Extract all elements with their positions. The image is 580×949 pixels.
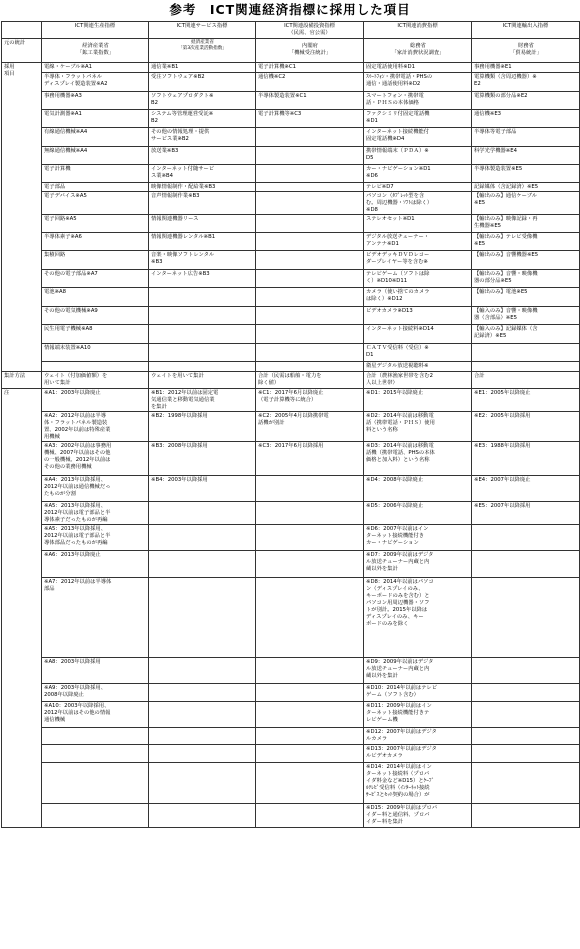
note-cell [149,551,256,578]
item-cell [149,325,256,344]
item-cell: 衛星デジタル放送視聴料※ [364,362,472,372]
note-cell [256,728,364,745]
header-cell: ICT関連サービス指標 [149,22,256,39]
item-cell: 電線・ケーブル※A1 [42,63,149,73]
note-cell: ※D11：2009年以前はイン ターネット接続機能付きテ レビゲーム機 [364,702,472,728]
agency-label: 総務省 [410,43,426,49]
survey-label: 「第3次産業活動指数」 [178,46,227,51]
item-cell: 電池※A8 [42,288,149,307]
note-cell: ※D8：2014年以前はパソコ ン（ディスプレイのみ、 キーボードのみを含む）と パソコン用周辺機器・ソフ トが別計。2015年以降は ディスプレイのみ、キー ボードのみを除く [364,578,472,658]
note-cell [42,763,149,804]
source-cell [472,39,580,63]
agency-label: 経済産業省 [82,43,109,49]
survey-label: 「家計消費状況調査」 [391,50,445,56]
note-cell: ※A4：2013年以降採用、 2012年以前は通信機械だっ たものが分割 [42,476,149,502]
note-cell [149,658,256,684]
item-cell [256,325,364,344]
note-row [2,412,580,442]
note-cell: ※A8：2003年以降採用 [42,658,149,684]
note-cell [149,578,256,658]
item-cell [256,233,364,251]
item-cell: 通信機※E3 [472,110,580,128]
item-cell: 音声情報制作業※B3 [149,192,256,215]
item-cell: 電気計測器※A1 [42,110,149,128]
item-cell: 【輸出のみ】電池※E5 [472,288,580,307]
item-cell [256,270,364,288]
item-cell: 【輸入のみ】音響・映像機 器（含部品）※E5 [472,307,580,325]
note-cell [256,763,364,804]
note-cell [472,763,580,804]
note-cell [472,525,580,551]
item-row [2,128,580,147]
item-cell: 民生用電子機械※A8 [42,325,149,344]
item-row [2,165,580,183]
item-cell: 【輸出のみ】テレビ受像機 ※E5 [472,233,580,251]
item-row [2,147,580,165]
item-cell: 半導体製造装置※C1 [256,92,364,110]
item-cell: 【輸出のみ】音響機器※E5 [472,251,580,270]
item-cell: インターネット広告※B3 [149,270,256,288]
item-cell: 【輸出のみ】音響・映像機 器の部分品※E5 [472,270,580,288]
corner-cell [2,22,42,39]
note-cell: ※E5：2007年以降採用 [472,502,580,525]
method-cell: 合計（農林漁家世帯を含む2 人以上世帯） [364,372,472,389]
item-cell [472,362,580,372]
note-cell [256,551,364,578]
note-cell [472,551,580,578]
item-cell [149,344,256,362]
note-cell: ※D3：2014年以前は移動電 話機（携帯電話、PHSの本体 価格と加入料）という名称 [364,442,472,476]
note-cell: ※A1：2003年以降廃止 [42,389,149,412]
item-row [2,110,580,128]
item-cell: 情報関連機器リース [149,215,256,233]
note-cell: ※A6：2013年以降廃止 [42,551,149,578]
note-cell [256,578,364,658]
item-cell: 【輸出のみ】通信ケーブル ※E5 [472,192,580,215]
note-cell: ※B3：2008年以降採用 [149,442,256,476]
item-cell: 電算機類の部分品※E2 [472,92,580,110]
item-cell: ビデオデッキＤＶＤレコー ダープレイヤー等を含む※ [364,251,472,270]
note-row [2,578,580,658]
method-cell: ウェイト（付加価値額）を 用いて集計 [42,372,149,389]
item-cell [256,362,364,372]
note-cell [256,476,364,502]
survey-label: 「貿易統計」 [510,50,542,56]
note-cell: ※A2：2012年以前は半導 体・フラットパネル製造装 置、2002年以前は特殊産業 用機械 [42,412,149,442]
note-cell: ※A10：2003年以降採用、 2012年以前はその他の情報 通信機械 [42,702,149,728]
note-cell: ※D10：2014年以前はテレビ ゲーム（ソフト含む） [364,684,472,702]
item-cell [256,307,364,325]
note-cell: ※E3：1988年以降採用 [472,442,580,476]
note-cell: ※E1：2005年以降廃止 [472,389,580,412]
note-cell [149,804,256,828]
item-row [2,251,580,270]
note-cell: ※E4：2007年以降廃止 [472,476,580,502]
item-cell: 事務用機器※A3 [42,92,149,110]
item-row [2,288,580,307]
agency-label: 経済産業省 [191,40,214,45]
note-cell: ※D7：2009年以前はデジタ ル放送チューナー内蔵と内 蔵以外を集計 [364,551,472,578]
method-row [2,372,580,389]
item-cell: 科学光学機器※E4 [472,147,580,165]
note-cell [472,684,580,702]
item-cell: 半導体素子※A6 [42,233,149,251]
item-cell: 固定電話使用料※D1 [364,63,472,73]
item-cell: インターネット接続機能付 固定電話機※D4 [364,128,472,147]
item-cell: パソコン（ﾀﾌﾞﾚｯﾄ型を含 む。周辺機器・ｿﾌﾄは除く） ※D8 [364,192,472,215]
note-cell: ※D12：2007年以前はデジタ ルカメラ [364,728,472,745]
note-cell [149,684,256,702]
item-cell: 電子回路※A5 [42,215,149,233]
item-cell: ＣＡＴＶ受信料（受信）※ D1 [364,344,472,362]
item-cell [472,344,580,362]
method-cell: ウェイトを用いて集計 [149,372,256,389]
note-cell [256,804,364,828]
item-cell [256,251,364,270]
item-cell: カー・ナビゲーション※D1 ※D6 [364,165,472,183]
note-cell: ※D5：2006年以降廃止 [364,502,472,525]
note-cell: ※D4：2008年以降廃止 [364,476,472,502]
item-row [2,344,580,362]
item-row [2,73,580,92]
note-cell [472,578,580,658]
item-cell [149,362,256,372]
note-cell [256,658,364,684]
note-cell [472,658,580,684]
item-cell: インターネット接続料※D14 [364,325,472,344]
row-label: 注 [2,389,42,828]
note-row [2,763,580,804]
source-cell [256,39,364,63]
item-cell: 【輸出のみ】映像記録・再 生機器※E5 [472,215,580,233]
note-cell [149,745,256,763]
item-cell: 情報端末装置※A10 [42,344,149,362]
note-cell [256,502,364,525]
note-row [2,502,580,525]
row-label: 集計方法 [2,372,42,389]
item-cell: 有線通信機械※A4 [42,128,149,147]
method-cell: 合計 [472,372,580,389]
item-row [2,270,580,288]
item-cell: スマートフォン・携帯電 話・ＰＨＳの本体価格 [364,92,472,110]
item-cell: カメラ（使い捨てのカメラ は除く）※D12 [364,288,472,307]
note-row [2,442,580,476]
note-row [2,684,580,702]
item-cell: ソフトウェアプロダクト※ B2 [149,92,256,110]
item-row [2,183,580,192]
item-row [2,307,580,325]
note-cell: ※D14：2014年以前はイン ターネット接続料（プロバ イダ料金など※D15）とｹｰﾌﾞ ﾙﾃﾚﾋﾞ受信料（ｲﾝﾀｰﾈｯﾄ接続 ｻｰﾋﾞｽとｾｯﾄ契約の場合）が [364,763,472,804]
note-cell [256,525,364,551]
item-row [2,63,580,73]
item-cell: 放送業※B3 [149,147,256,165]
note-cell [149,763,256,804]
note-cell [149,525,256,551]
note-cell: ※D9：2009年以前はデジタ ル放送チューナー内蔵と内 蔵以外を集計 [364,658,472,684]
item-cell: 音楽・映像ソフトレンタル ※B3 [149,251,256,270]
header-cell: ICT関連生産指標 [42,22,149,39]
item-cell: 記録媒体（含記録済）※E5 [472,183,580,192]
item-cell: 電子部品 [42,183,149,192]
item-row [2,325,580,344]
note-row [2,476,580,502]
item-cell: 情報関連機器レンタル※B1 [149,233,256,251]
item-cell [42,362,149,372]
note-cell [42,745,149,763]
notes-section [2,389,580,828]
item-cell: 通信機※C2 [256,73,364,92]
note-cell [472,745,580,763]
note-row [2,702,580,728]
note-cell: ※D1：2015年以降廃止 [364,389,472,412]
method-cell: 合計（民需は船舶・電力を 除く値） [256,372,364,389]
item-cell: ｽﾏｰﾄﾌｫﾝ・携帯電話・PHSの 通信・通話使用料※D2 [364,73,472,92]
note-row [2,804,580,828]
note-cell [42,804,149,828]
note-cell: ※A5：2013年以降採用、 2012年以前は電子部品と半 導体素子だったものが再編 [42,502,149,525]
item-cell: 電算機類（含周辺機器）※ E2 [472,73,580,92]
note-cell [256,702,364,728]
note-cell: ※B4：2003年以降採用 [149,476,256,502]
item-cell: ステレオセット※D1 [364,215,472,233]
item-cell: デジタル放送チューナー・ アンテナ※D1 [364,233,472,251]
note-cell: ※D6：2007年以前はイン ターネット接続機能付き カー・ナビゲーション [364,525,472,551]
note-row [2,728,580,745]
item-cell: その他の電子部品※A7 [42,270,149,288]
item-cell: 電子計算機※C1 [256,63,364,73]
note-cell [149,728,256,745]
item-cell: 電子計算機 [42,165,149,183]
note-cell: ※D13：2007年以前はデジタ ルビデオカメラ [364,745,472,763]
item-cell [149,307,256,325]
note-cell: ※C3：2017年6月以降採用 [256,442,364,476]
note-cell: ※E2：2005年以降採用 [472,412,580,442]
note-cell: ※B2：1998年以降採用 [149,412,256,442]
row-label-source: 元の統計 [2,39,42,63]
item-cell: ビデオカメラ※D13 [364,307,472,325]
item-cell [149,288,256,307]
note-cell [472,728,580,745]
note-cell: ※A3：2002年以前は事務用 機械、2007年以前はその他 の一般機械、2012年以前は その他の業務用機械 [42,442,149,476]
item-row [2,362,580,372]
item-cell: その他の情報処理・提供 サービス業※B2 [149,128,256,147]
item-cell: 事務用機器※E1 [472,63,580,73]
note-row [2,551,580,578]
note-cell: ※A5：2013年以降採用、 2012年以前は電子部品と半 導体部品だったものが再編 [42,525,149,551]
item-cell: 電子デバイス※A5 [42,192,149,215]
item-cell [256,165,364,183]
item-cell: その他の電気機械※A9 [42,307,149,325]
item-cell: ファクシミリ付固定電話機 ※D1 [364,110,472,128]
item-cell: 半導体製造装置※E5 [472,165,580,183]
item-cell [256,192,364,215]
note-cell [149,502,256,525]
item-cell: 受注ソフトウェア※B2 [149,73,256,92]
note-cell: ※A9：2003年以降採用、 2008年以降廃止 [42,684,149,702]
header-cell: ICT関連設備投資指標 （民需、官公需） [256,22,364,39]
survey-label: 「機械受注統計」 [288,50,332,56]
header-cell: ICT関連消費指標 [364,22,472,39]
survey-label: 「鉱工業指数」 [76,50,115,56]
indicator-table [1,21,580,828]
header-name-row [2,22,580,39]
item-cell: 【輸入のみ】記録媒体（含 記録済）※E5 [472,325,580,344]
note-row [2,745,580,763]
note-row [2,525,580,551]
note-cell [256,684,364,702]
note-cell: ※D15：2009年以前はプロバ イダー料と通信料、プロバ イダー料を集計 [364,804,472,828]
note-row [2,389,580,412]
item-cell [256,147,364,165]
header-cell: ICT関連輸出入指標 [472,22,580,39]
item-row [2,192,580,215]
note-cell: ※C1：2017年6月以降廃止 （電子計算機等に統合） [256,389,364,412]
item-row [2,215,580,233]
note-cell: ※A7：2012年以前は半導体 部品 [42,578,149,658]
item-cell [256,344,364,362]
source-cell [42,39,149,63]
item-row [2,92,580,110]
item-cell: 映像情報制作・配給業※B3 [149,183,256,192]
items-section [2,63,580,372]
item-cell: 無線通信機械※A4 [42,147,149,165]
item-cell: 半導体等電子部品 [472,128,580,147]
item-cell: システム等管理運営受託※ B2 [149,110,256,128]
agency-label: 内閣府 [302,43,318,49]
item-cell: 携帯情報端末（ＰＤＡ）※ D5 [364,147,472,165]
row-label: 採用 項目 [2,63,42,372]
note-cell [472,702,580,728]
note-cell [472,804,580,828]
note-cell [42,728,149,745]
note-cell: ※D2：2014年以前は移動電 話（携帯電話・ＰＨＳ）使用 料という名称 [364,412,472,442]
source-cell [149,39,256,63]
note-row [2,658,580,684]
source-cell [364,39,472,63]
note-cell: ※B1：2012年以前は固定電 気通信業と移動電気通信業 を集計 [149,389,256,412]
item-cell [256,215,364,233]
item-cell: 通信業※B1 [149,63,256,73]
item-cell: 集積回路 [42,251,149,270]
note-cell [256,745,364,763]
note-cell [149,702,256,728]
item-cell [256,288,364,307]
page-title: 参考 ICT関連経済指標に採用した項目 [169,2,411,17]
source-row [2,39,580,63]
item-cell [256,183,364,192]
item-cell: 半導体・フラットパネル ディスプレイ製造装置※A2 [42,73,149,92]
agency-label: 財務省 [518,43,534,49]
item-cell [256,128,364,147]
item-row [2,233,580,251]
note-cell: ※C2：2005年4月以降携帯電 話機が別計 [256,412,364,442]
method-section [2,372,580,389]
item-cell: テレビ※D7 [364,183,472,192]
item-cell: 電子計算機等※C3 [256,110,364,128]
item-cell: インターネット付随サービ ス業※B4 [149,165,256,183]
item-cell: テレビゲーム（ソフトは除 く）※D10※D11 [364,270,472,288]
